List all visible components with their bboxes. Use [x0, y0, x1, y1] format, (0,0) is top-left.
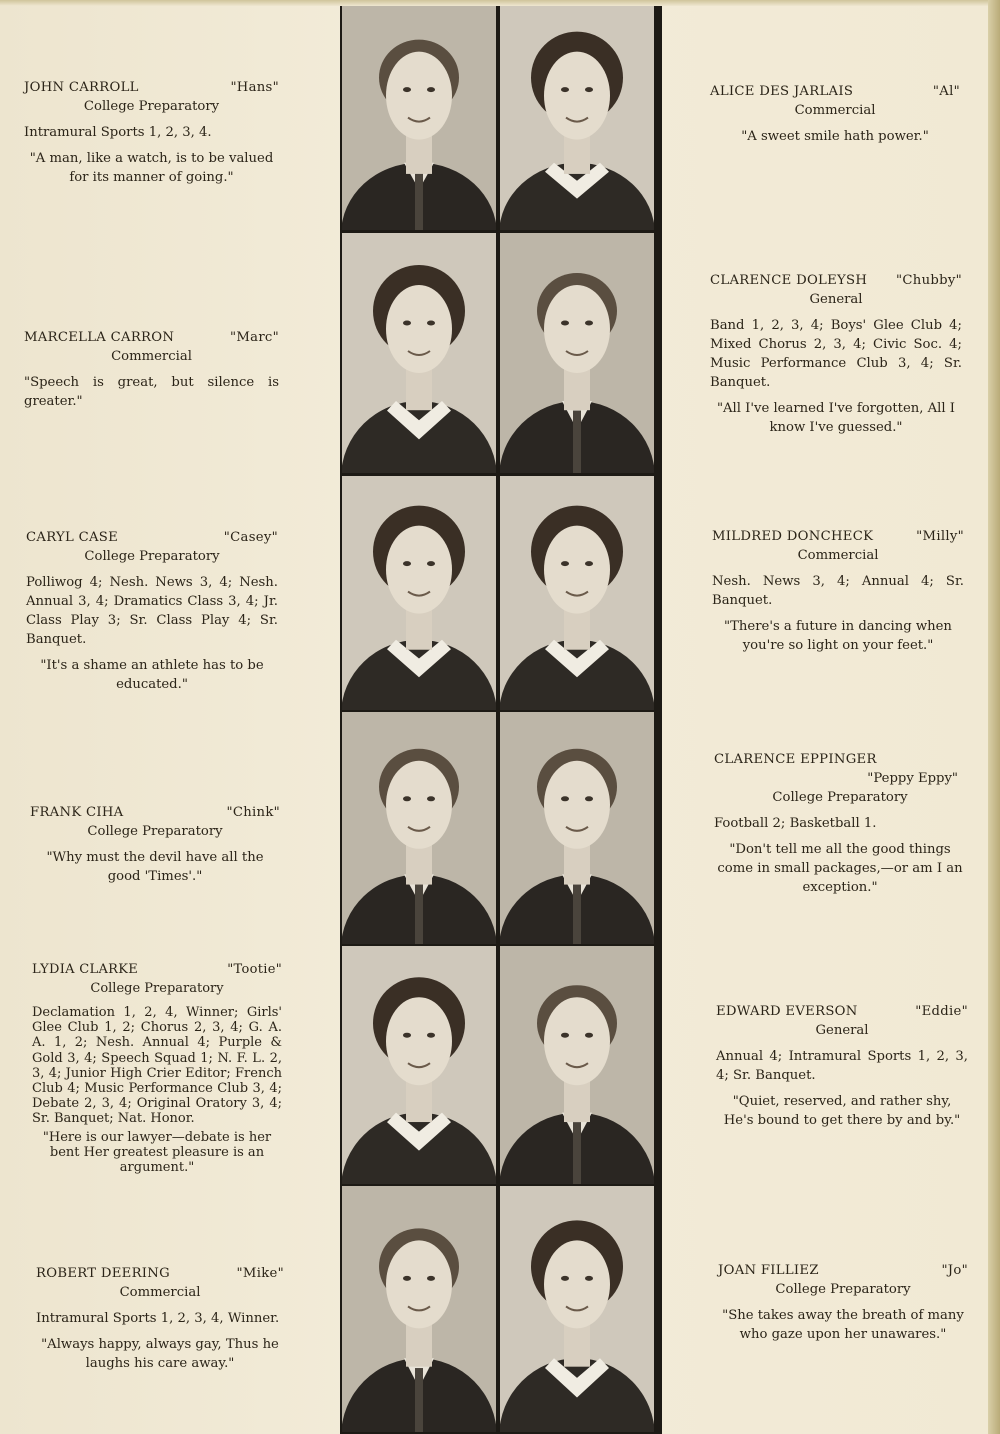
student-nickname: "Tootie": [227, 962, 282, 977]
student-course: College Preparatory: [775, 1282, 911, 1297]
student-quote: "She takes away the breath of many who gaze upon her unawares.": [722, 1308, 964, 1342]
student-course: College Preparatory: [83, 99, 220, 114]
student-quote: "Always happy, always gay, Thus he laughs his care away.": [41, 1337, 279, 1371]
student-course: College Preparatory: [87, 824, 223, 839]
portrait-eppinger: [500, 712, 654, 944]
student-quote: "Quiet, reserved, and rather shy, He's bound to get there by and by.": [723, 1094, 961, 1128]
student-nickname: "Jo": [941, 1263, 968, 1278]
bio-mildred-doncheck: [712, 527, 964, 655]
student-nickname: "Al": [932, 84, 960, 99]
student-name: EDWARD EVERSON: [716, 1004, 858, 1019]
student-course: Commercial: [111, 349, 192, 364]
portrait-deering: [342, 1186, 496, 1432]
student-name: FRANK CIHA: [30, 805, 124, 820]
student-nickname: "Peppy Eppy": [867, 771, 958, 786]
student-name: LYDIA CLARKE: [32, 962, 139, 977]
student-name: JOAN FILLIEZ: [718, 1263, 819, 1278]
bio-john-carroll: [24, 78, 279, 187]
student-nickname: "Casey": [223, 530, 278, 545]
bio-marcella-carron: [24, 328, 279, 411]
student-name: MILDRED DONCHECK: [712, 529, 874, 544]
student-course: Commercial: [797, 548, 879, 563]
student-course: College Preparatory: [90, 981, 224, 996]
student-quote: "All I've learned I've forgotten, All I know I've guessed.": [716, 401, 956, 435]
student-activities: Polliwog 4; Nesh. News 3, 4; Nesh. Annual 3, 4; Dramatics Class 3, 4; Jr. Class Play 3; Sr. Class Play 4; Sr. Banquet.: [26, 575, 278, 647]
student-course: General: [809, 292, 863, 307]
student-activities: Annual 4; Intramural Sports 1, 2, 3, 4; Sr. Banquet.: [716, 1049, 968, 1083]
portrait-ciha: [342, 712, 496, 944]
bio-frank-ciha: [30, 803, 280, 886]
student-quote: "There's a future in dancing when you're so light on your feet.": [724, 619, 952, 653]
student-nickname: "Eddie": [915, 1004, 968, 1019]
bio-clarence-eppinger: [714, 750, 966, 897]
student-course: College Preparatory: [772, 790, 908, 805]
portrait-case: [342, 476, 496, 710]
student-name: JOHN CARROLL: [24, 80, 139, 95]
student-quote: "A man, like a watch, is to be valued for its manner of going.": [29, 151, 274, 185]
portrait-grid: [340, 6, 662, 1434]
student-course: General: [815, 1023, 869, 1038]
student-name: CARYL CASE: [26, 530, 119, 545]
portrait-everson: [500, 946, 654, 1184]
bio-caryl-case: [26, 528, 278, 694]
student-quote: "Don't tell me all the good things come in small packages,—or am I an exception.": [717, 842, 963, 895]
bio-alice-des-jarlais: [710, 82, 960, 146]
portrait-doncheck: [500, 476, 654, 710]
student-activities: Nesh. News 3, 4; Annual 4; Sr. Banquet.: [712, 574, 964, 608]
student-nickname: "Milly": [916, 529, 964, 544]
student-course: College Preparatory: [84, 549, 220, 564]
student-quote: "Here is our lawyer—debate is her bent Her greatest pleasure is an argument.": [42, 1129, 272, 1176]
bio-clarence-doleysh: [710, 271, 962, 437]
portrait-carroll: [342, 6, 496, 230]
student-activities: Band 1, 2, 3, 4; Boys' Glee Club 4; Mixed Chorus 2, 3, 4; Civic Soc. 4; Music Performance Club 3, 4; Sr. Banquet.: [710, 318, 962, 390]
student-name: ROBERT DEERING: [36, 1266, 170, 1281]
portrait-clarke: [342, 946, 496, 1184]
student-quote: "It's a shame an athlete has to be educated.": [40, 658, 264, 692]
student-name: ALICE DES JARLAIS: [710, 84, 854, 99]
student-nickname: "Chink": [226, 805, 280, 820]
student-activities: Intramural Sports 1, 2, 3, 4, Winner.: [36, 1311, 280, 1326]
student-nickname: "Hans": [230, 80, 279, 95]
portrait-desjarlais: [500, 6, 654, 230]
bio-edward-everson: [716, 1002, 968, 1130]
bio-joan-filliez: [718, 1261, 968, 1344]
student-nickname: "Mike": [236, 1266, 284, 1281]
student-activities: Football 2; Basketball 1.: [714, 816, 877, 831]
page-right-edge: [988, 0, 1000, 1434]
student-nickname: "Chubby": [896, 273, 962, 288]
portrait-carron: [342, 233, 496, 473]
student-course: Commercial: [119, 1285, 201, 1300]
portrait-filliez: [500, 1186, 654, 1432]
student-quote: "Why must the devil have all the good 'Times'.": [46, 850, 264, 884]
student-quote: "A sweet smile hath power.": [741, 129, 929, 144]
student-activities: Declamation 1, 2, 4, Winner; Girls' Glee Club 1, 2; Chorus 2, 3, 4; G. A. A. 1, 2; Nesh. Annual 4; Purple & Gold 3, 4; Speech Squad 1; N. F. L. 2, 3, 4; Junior High Crier Editor; French Club 4; Music Performance Club 3, 4; Debate 2, 3, 4; Original Oratory 3, 4; Sr. Banquet; Nat. Honor.: [32, 1005, 282, 1127]
bio-robert-deering: [36, 1264, 284, 1373]
student-quote: "Speech is great, but silence is greater.": [24, 375, 279, 409]
student-name: MARCELLA CARRON: [24, 330, 175, 345]
student-course: Commercial: [794, 103, 876, 118]
bio-lydia-clarke: [32, 960, 282, 1175]
portrait-doleysh: [500, 233, 654, 473]
student-activities: Intramural Sports 1, 2, 3, 4.: [24, 125, 212, 140]
student-nickname: "Marc": [230, 330, 279, 345]
student-name: CLARENCE DOLEYSH: [710, 273, 868, 288]
student-name: CLARENCE EPPINGER: [714, 752, 877, 767]
